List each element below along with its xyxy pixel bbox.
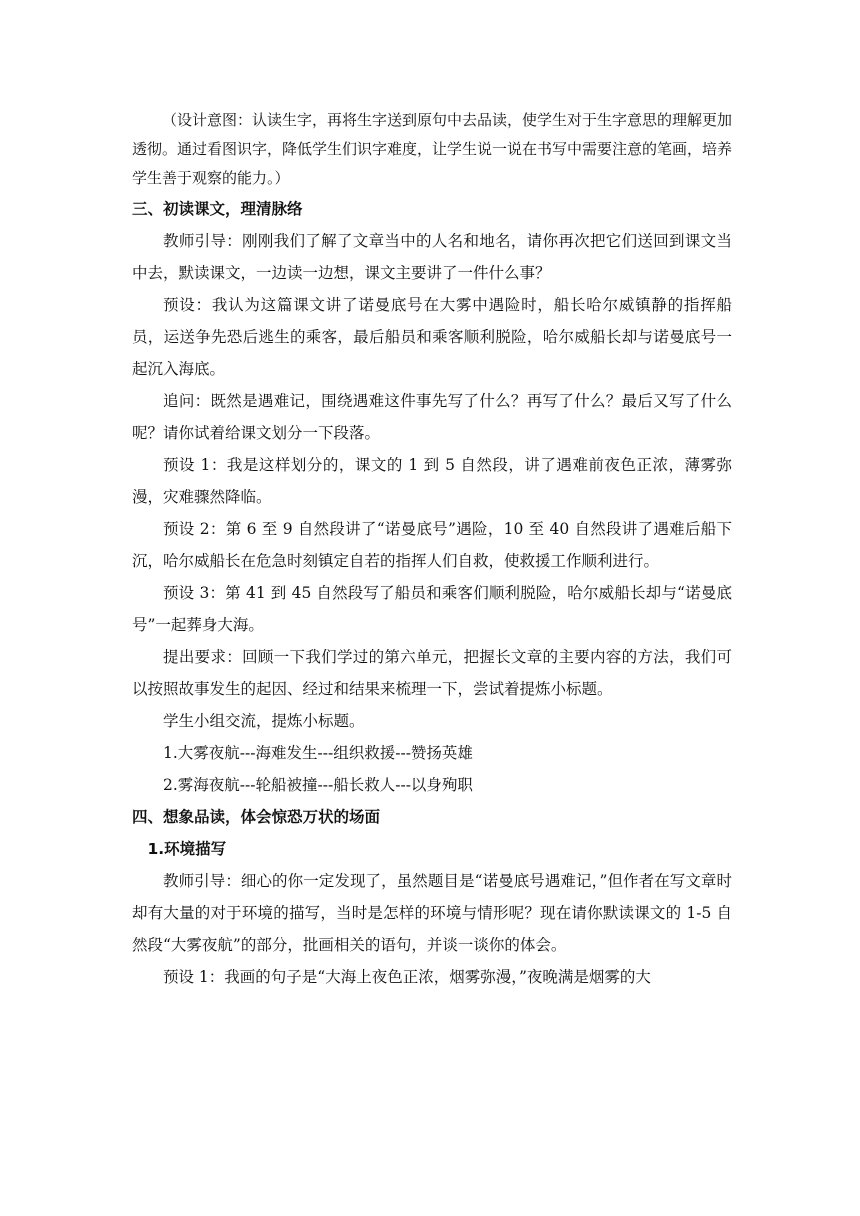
paragraph: 预设 3：第 41 到 45 自然段写了船员和乘客们顺利脱险，哈尔威船长却与“诺曼底号”一起葬身大海。	[132, 584, 732, 634]
paragraph: 预设 1：我是这样划分的，课文的 1 到 5 自然段，讲了遇难前夜色正浓，薄雾弥漫，灾难骤然降临。	[132, 456, 732, 506]
paragraph: 预设 1：我画的句子是“大海上夜色正浓，烟雾弥漫，”夜晚满是烟雾的大	[163, 968, 651, 986]
list-item: 2.雾海夜航---轮船被撞---船长救人---以身殉职	[163, 776, 473, 794]
design-note: （设计意图：认读生字，再将生字送到原句中去品读，使学生对于生字意思的理解更加透彻。通过看图识字，降低学生们识字难度，让学生说一说在书写中需要注意的笔画，培养学生善于观察的能力。）	[132, 111, 733, 187]
paragraph: 学生小组交流，提炼小标题。	[163, 712, 365, 730]
paragraph: 教师引导：刚刚我们了解了文章当中的人名和地名，请你再次把它们送回到课文当中去，默读课文，一边读一边想，课文主要讲了一件什么事？	[132, 232, 732, 282]
list-item: 1.大雾夜航---海难发生---组织救援---赞扬英雄	[163, 744, 473, 762]
section-heading-4: 四、想象品读，体会惊恐万状的场面	[132, 808, 381, 826]
document-body	[132, 106, 732, 993]
section-heading-3: 三、初读课文，理清脉络	[132, 200, 303, 218]
paragraph: 追问：既然是遇难记，围绕遇难这件事先写了什么？再写了什么？最后又写了什么呢？请你试着给课文划分一下段落。	[132, 392, 732, 442]
paragraph: 教师引导：细心的你一定发现了，虽然题目是“诺曼底号遇难记，”但作者在写文章时却有大量的对于环境的描写，当时是怎样的环境与情形呢？现在请你默读课文的 1-5 自然段“大雾夜航”的部分，批画相关的语句，并谈一谈你的体会。	[132, 872, 732, 954]
subsection-heading: 1.环境描写	[147, 840, 227, 858]
paragraph: 预设 2：第 6 至 9 自然段讲了“诺曼底号”遇险，10 至 40 自然段讲了遇难后船下沉，哈尔威船长在危急时刻镇定自若的指挥人们自救，使救援工作顺利进行。	[132, 520, 732, 570]
paragraph: 提出要求：回顾一下我们学过的第六单元，把握长文章的主要内容的方法，我们可以按照故事发生的起因、经过和结果来梳理一下，尝试着提炼小标题。	[132, 648, 732, 698]
paragraph: 预设：我认为这篇课文讲了诺曼底号在大雾中遇险时，船长哈尔威镇静的指挥船员，运送争先恐后逃生的乘客，最后船员和乘客顺利脱险，哈尔威船长却与诺曼底号一起沉入海底。	[132, 296, 732, 378]
